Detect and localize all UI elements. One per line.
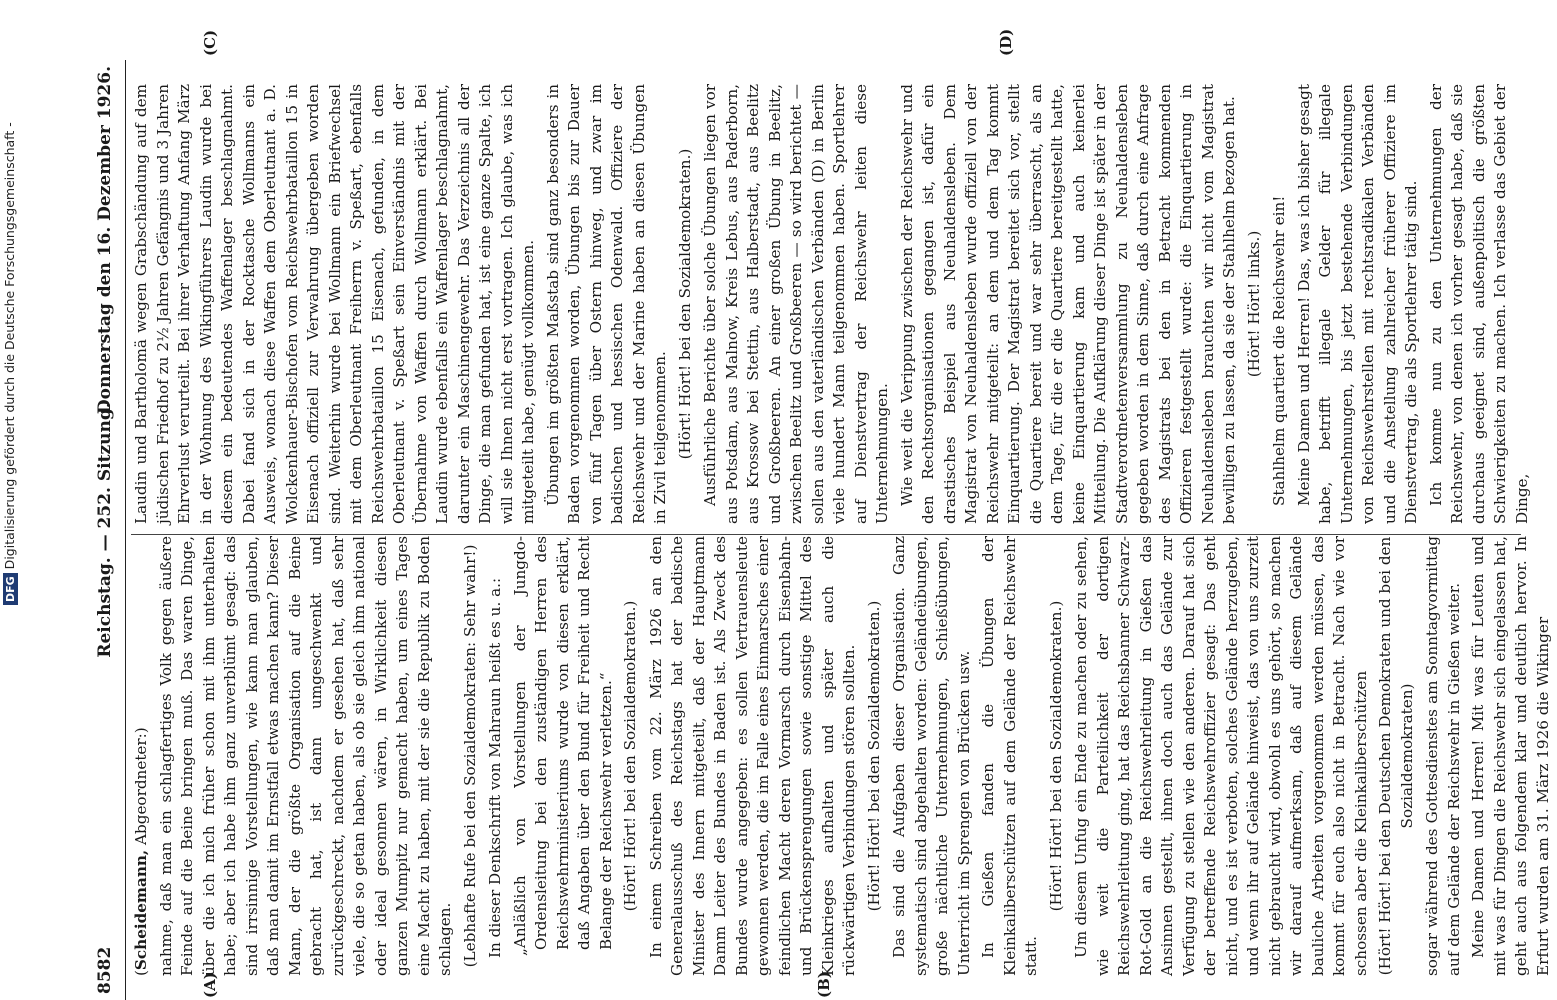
rotated-sheet	[85, 28, 1552, 1000]
paragraph: In Gießen fanden die Übungen der Kleinkaliberschützen auf dem Gelände der Reichswehr statt.	[979, 536, 1040, 976]
column-divider	[131, 534, 1521, 535]
dfg-logo: DFG	[3, 573, 18, 605]
paragraph: Stahlhelm quartiert die Reichswehr ein!	[1270, 195, 1288, 506]
speaker-role: Abgeordneter:)	[132, 727, 150, 850]
paragraph: (Scheidemann, Abgeordneter:)	[132, 727, 150, 976]
footer-text: Digitalisierung gefördert durch die Deutsche Forschungsgemeinschaft -	[2, 122, 17, 570]
header-title: Reichstag. — 252. Sitzung.	[95, 402, 115, 658]
interjection: (Hört! Hört! bei den Sozialdemokraten.)	[675, 148, 694, 460]
paragraph: Meine Damen und Herren! Mit was für Leuten und mit was für Dingen die Reichswehr sich eingelassen hat, geht auch aus folgendem klar und deutlich hervor. In Erfurt wurden am 31. März 1926 die Wikinger	[1469, 536, 1552, 976]
interjection: (Hört! Hört! bei den Sozialdemokraten.)	[864, 600, 883, 912]
interjection: (Hört! Hört! links.)	[1244, 230, 1263, 378]
interjection: (Hört! Hört! bei den Sozialdemokraten.)	[1046, 600, 1065, 912]
margin-mark-a: (A)	[201, 972, 219, 998]
paragraph: Um diesem Unfug ein Ende zu machen oder zu sehen, wie weit die Parteilichkeit der dortigen Reichswehrleitung ging, hat das Reichsbanner Schwarz-Rot-Gold an die Reichswehrleitung in Gießen das Ansinnen gestellt, ihnen doch auch das Gelände zur Verfügung zu stellen wie den anderen. Darauf hat sich der betreffende Reichswehroffizier gesagt: Das geht nicht, und es ist verboten, solches Gelände herzugeben, und wenn ihr auf Gelände hinweist, das von uns zurzeit nicht gebraucht wird, obwohl es uns gehört, so machen wir darauf aufmerksam, daß auf diesem Gelände bauliche Arbeiten vorgenommen werden müssen, das kommt für euch also nicht in Betracht. Nach wie vor schossen aber die Kleinkaliberschützen	[1072, 536, 1370, 976]
speaker-name: Scheidemann,	[132, 849, 150, 971]
margin-mark-b: (B)	[815, 971, 833, 998]
paragraph: In einem Schreiben vom 22. März 1926 an den Generalausschuß des Reichstags hat der badische Minister des Innern mitgeteilt, daß der Hauptmann Damm Leiter des Bundes in Baden ist. Als Zweck des Bundes wurde angegeben: es sollen Vertrauensleute gewonnen werden, die im Falle eines Einmarsches einer feindlichen Macht deren Vormarsch durch Eisenbahn- und Brückensprengungen sowie sonstige Mittel des Kleinkrieges aufhalten und später auch die rückwärtigen Verbindungen stören sollten.	[646, 536, 858, 976]
page-number: 8582	[95, 946, 115, 994]
paragraph: sogar während des Gottesdienstes am Sonntagvormittag auf dem Gelände der Reichswehr in Gießen weiter.	[1423, 536, 1463, 976]
paragraph: Meine Damen und Herren! Das, was ich bisher gesagt habe, betrifft illegale Gelder für illegale Unternehmungen, bis jetzt bestehende Verbindungen von Reichswehrstellen mit rechtsradikalen Verbänden und die Anstellung zahlreicher früherer Offiziere im Dienstvertrag, die als Sportlehrer tätig sind.	[1294, 84, 1420, 524]
margin-mark-c: (C)	[201, 29, 219, 56]
margin-mark-d: (D)	[997, 28, 1015, 56]
paragraph: Wie weit die Verippung zwischen der Reichswehr und den Rechtsorganisationen gegangen ist, dafür ein drastisches Beispiel aus Neuhaldensleben. Dem Magistrat von Neuhaldensleben wurde offiziell von der Reichswehr mitgeteilt: an dem und dem Tag kommt Einquartierung. Der Magistrat bereitet sich vor, stellt die Quartiere bereit und war sehr überrascht, als an dem Tage, für die er die Quartiere bereitgestellt hatte, keine Einquartierung kam und auch keinerlei Mitteilung. Die Aufklärung dieser Dinge ist später in der Stadtverordnetenversammlung zu Neuhaldensleben gegeben worden in dem Sinne, daß durch eine Anfrage des Magistrats bei den in Betracht kommenden Offizieren festgestellt wurde: die Einquartierung in Neuhaldensleben brauchten wir nicht vom Magistrat bewilligen zu lassen, da sie der Stahlhelm bezogen hat.	[897, 84, 1238, 524]
paragraph: In dieser Denkschrift von Mahraun heißt es u. a.:	[486, 577, 504, 958]
paragraph: nahme, daß man ein schlagfertiges Volk gegen äußere Feinde auf die Beine bringen muß. Das waren Dinge, über die ich mich früher schon mit ihm unterhalten habe; aber ich habe ihm ganz unverblümt gesagt: das sind irrsinnige Vorstellungen, wie kann man glauben, daß man damit im Ernstfall etwas machen kann? Dieser Mann, der die größte Organisation auf die Beine gebracht hat, ist dann umgeschwenkt und zurückgeschreckt, nachdem er gesehen hat, daß sehr viele, die so getan haben, als ob sie gleich ihm national oder ideal gesonnen wären, in Wirklichkeit diesen ganzen Mumpitz nur gemacht haben, um eines Tages eine Macht zu haben, mit der sie die Republik zu Boden schlagen.	[156, 536, 454, 976]
right-column	[131, 84, 1536, 524]
paragraph: Das sind die Aufgaben dieser Organisation. Ganz systematisch sind abgehalten worden: Geländeübungen, große nächtliche Unternehmungen, Schießübungen, Unterricht im Sprengen von Brücken usw.	[890, 536, 973, 976]
paragraph: Ich komme nun zu den Unternehmungen der Reichswehr, von denen ich vorher gesagt habe, daß sie durchaus geeignet sind, außenpolitisch die größten Schwierigkeiten zu machen. Ich verlasse das Gebiet der Dinge,	[1426, 84, 1531, 524]
paragraph: Laudin und Bartholomä wegen Grabschändung auf dem jüdischen Friedhof zu 2½ Jahren Gefängnis und 3 Jahren Ehrverlust verurteilt. Bei ihrer Verhaftung Anfang März in der Wohnung des Wikingführers Laudin wurde bei diesem ein bedeutendes Waffenlager beschlagnahmt. Dabei fand sich in der Rocktasche Wollmanns ein Ausweis, wonach diese Waffen dem Oberleutnant a. D. Wolckenhauer-Bischofen vom Reichswehrbataillon 15 in Eisenach offiziell zur Verwahrung übergeben worden sind. Weiterhin wurde bei Wollmann ein Briefwechsel mit dem Oberleutnant Freiherrn v. Speßart, ebenfalls Reichswehrbataillon 15 Eisenach, gefunden, in dem Oberleutnant v. Speßart sein Einverständnis mit der Übernahme von Waffen durch Wollmann erklärt. Bei Laudin wurde ebenfalls ein Waffenlager beschlagnahmt, darunter ein Maschinengewehr. Das Verzeichnis all der Dinge, die man gefunden hat, ist eine ganze Spalte, ich will sie Ihnen nicht erst vortragen. Ich glaube, was ich mitgeteilt habe, genügt vollkommen.	[132, 84, 537, 524]
digitization-footer	[2, 0, 30, 605]
quotation: „Anläßlich von Vorstellungen der Jungdo-Ordensleitung bei den zuständigen Herren des Reichswehrministeriums wurde von diesen erklärt, daß Angaben über den Bund für Freiheit und Recht Belange der Reichswehr verletzen.“	[510, 536, 615, 956]
interjection: (Hört! Hört! bei den Sozialdemokraten.)	[621, 600, 639, 912]
interjection: (Hört! Hört! bei den Deutschen Demokraten und bei den Sozialdemokraten)	[1376, 536, 1416, 976]
interjection: (Lebhafte Rufe bei den Sozialdemokraten: Sehr wahr!)	[460, 544, 479, 968]
left-column	[131, 536, 1557, 976]
paragraph: Übungen im größten Maßstab sind ganz besonders in Baden vorgenommen worden, Übungen bis zur Dauer von fünf Tagen über Ostern hinweg, und zwar im badischen und hessischen Odenwald. Offiziere der Reichswehr und der Marine haben an diesen Übungen in Zivil teilgenommen.	[543, 84, 669, 524]
paragraph: Ausführliche Berichte über solche Übungen liegen vor aus Potsdam, aus Malnow, Kreis Lebus, aus Paderborn, aus Krossow bei Stettin, aus Halberstadt, aus Beelitz und Großbeeren. An einer großen Übung in Beelitz, zwischen Beelitz und Großbeeren — so wird berichtet — sollen aus den vaterländischen Verbänden (D) in Berlin viele hundert Mann teilgenommen haben. Sportlehrer auf Dienstvertrag der Reichswehr leiten diese Unternehmungen.	[701, 84, 891, 524]
header-date: Donnerstag den 16. Dezember 1926.	[95, 66, 115, 415]
page-header	[85, 60, 126, 1000]
